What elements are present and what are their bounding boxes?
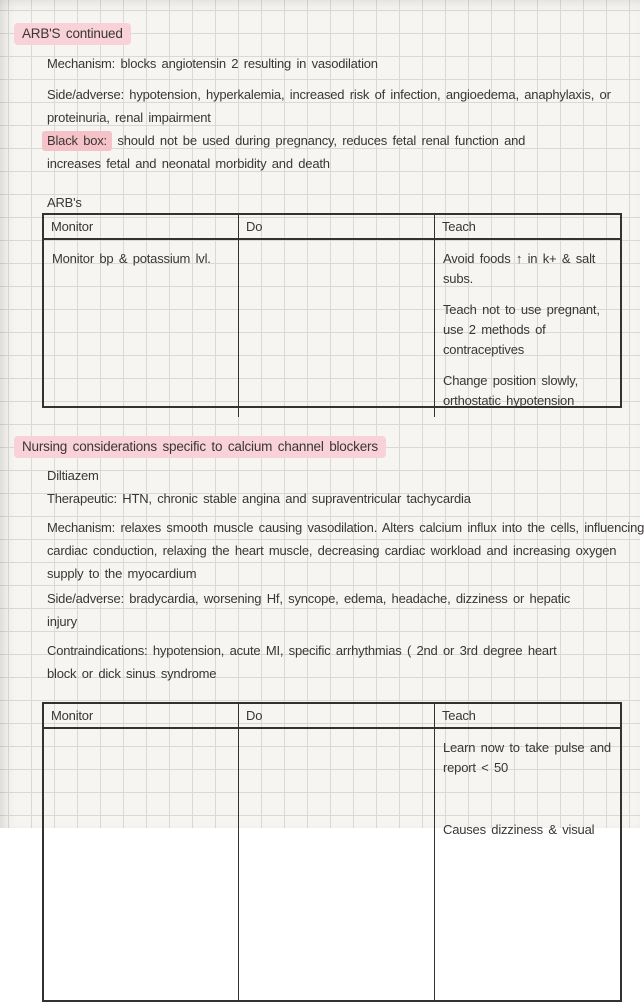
ccb-section-heading xyxy=(14,439,386,454)
ccb-contraindications-line2: block or dick sinus syndrome xyxy=(47,666,217,681)
arbs-table-header-monitor: Monitor xyxy=(44,215,239,240)
arbs-teach-item-2: Teach not to use pregnant, use 2 methods of contraceptives xyxy=(443,302,600,357)
ccb-mechanism-line3: supply to the myocardium xyxy=(47,566,197,581)
black-box-highlight: Black box: xyxy=(42,131,112,151)
arbs-table-title: ARB's xyxy=(47,195,82,210)
ccb-table-header-monitor: Monitor xyxy=(44,704,239,729)
ccb-table-header-teach: Teach xyxy=(435,704,620,729)
ccb-heading-highlight: Nursing considerations specific to calcium channel blockers xyxy=(14,436,386,458)
arbs-table-header-teach: Teach xyxy=(435,215,620,240)
arbs-table xyxy=(42,213,622,408)
arbs-side-adverse-text xyxy=(47,83,611,129)
arbs-table-cell-monitor xyxy=(44,240,239,417)
arbs-teach-item-3: Change position slowly, orthostatic hypotension xyxy=(443,373,579,408)
ccb-mechanism-line1: Mechanism: relaxes smooth muscle causing vasodilation. Alters calcium influx into the cells, influencing xyxy=(47,520,644,535)
arbs-table-cell-do xyxy=(239,240,435,417)
arbs-teach-item-1: Avoid foods ↑ in k+ & salt subs. xyxy=(443,251,596,286)
arbs-mechanism-text: Mechanism: blocks angiotensin 2 resulting in vasodilation xyxy=(47,56,378,71)
arbs-black-box-line2: increases fetal and neonatal morbidity and death xyxy=(47,156,330,171)
ccb-table-cell-do xyxy=(239,729,435,1000)
arbs-side-adverse-line1: Side/adverse: hypotension, hyperkalemia, increased risk of infection, angioedema, anaphylaxis, or xyxy=(47,87,611,102)
arbs-heading-highlight: ARB'S continued xyxy=(14,23,131,45)
ccb-table-header-do: Do xyxy=(239,704,435,729)
ccb-therapeutic-text: Therapeutic: HTN, chronic stable angina and supraventricular tachycardia xyxy=(47,491,471,506)
arbs-table-header-do: Do xyxy=(239,215,435,240)
arbs-side-adverse-line2: proteinuria, renal impairment xyxy=(47,110,211,125)
arbs-black-box-line1: should not be used during pregnancy, reduces fetal renal function and xyxy=(117,133,526,148)
ccb-contraindications-text xyxy=(47,639,557,685)
arbs-monitor-text: Monitor bp & potassium lvl. xyxy=(52,251,211,266)
ccb-table-cell-monitor xyxy=(44,729,239,1000)
ccb-drug-name: Diltiazem xyxy=(47,468,99,483)
ccb-table-cell-teach xyxy=(435,729,620,1000)
ccb-mechanism-line2: cardiac conduction, relaxing the heart muscle, decreasing cardiac workload and increasing oxygen xyxy=(47,543,617,558)
ccb-side-adverse-text xyxy=(47,587,570,633)
ccb-teach-item-1: Learn now to take pulse and report < 50 xyxy=(443,740,611,775)
ccb-mechanism-text xyxy=(47,516,644,585)
ccb-side-adverse-line1: Side/adverse: bradycardia, worsening Hf, syncope, edema, headache, dizziness or hepatic xyxy=(47,591,571,606)
arbs-section-heading xyxy=(14,26,131,41)
ccb-side-adverse-line2: injury xyxy=(47,614,77,629)
ccb-table xyxy=(42,702,622,1002)
arbs-black-box-text xyxy=(47,129,525,175)
ccb-teach-item-2: Causes dizziness & visual xyxy=(443,822,595,837)
arbs-table-cell-teach xyxy=(435,240,620,417)
ccb-contraindications-line1: Contraindications: hypotension, acute MI, specific arrhythmias ( 2nd or 3rd degree heart xyxy=(47,643,557,658)
